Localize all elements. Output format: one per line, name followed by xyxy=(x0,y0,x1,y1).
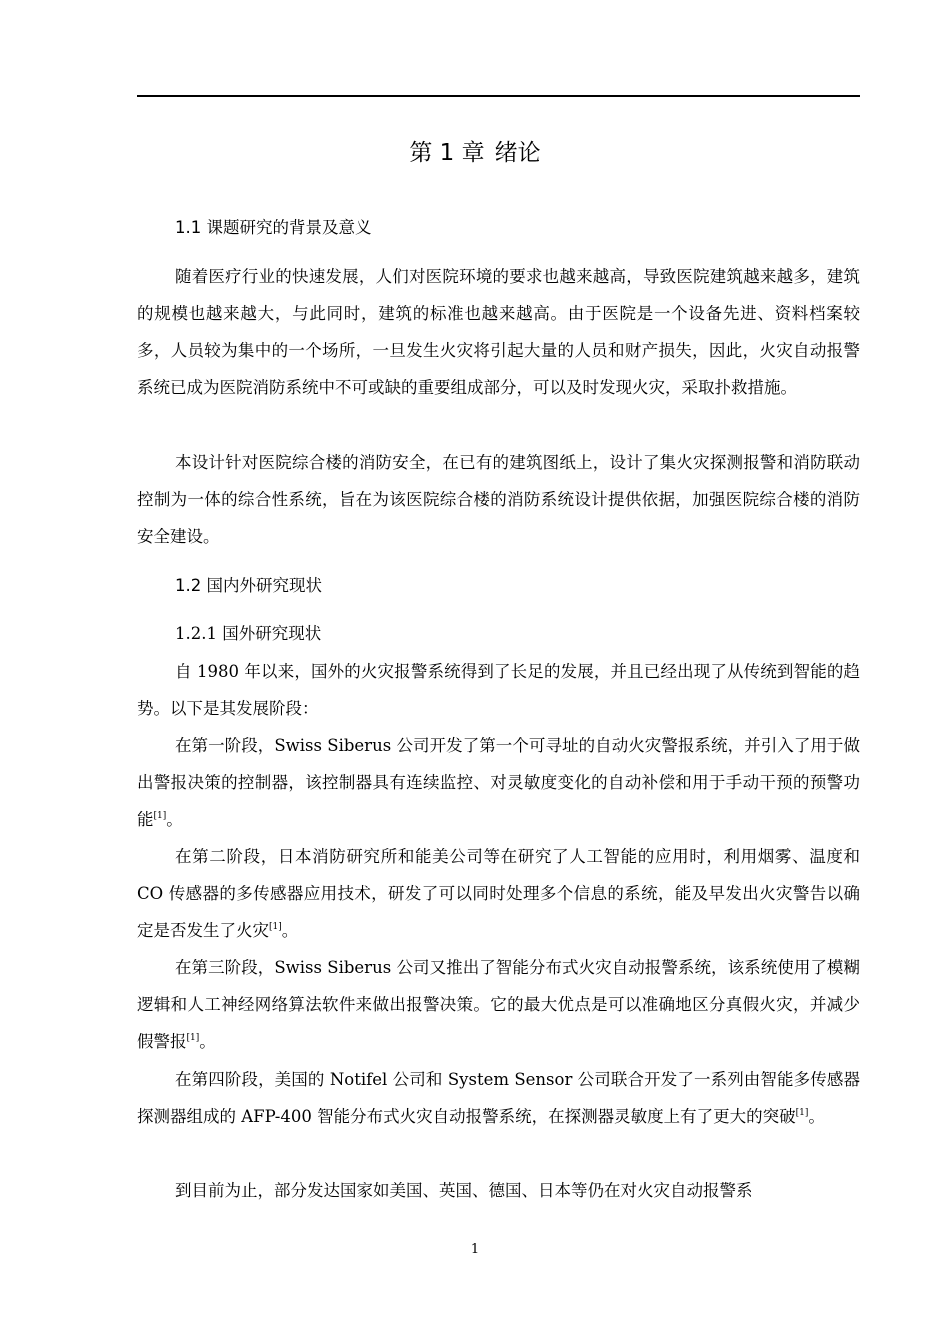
paragraph-text: 在第一阶段，Swiss Siberus 公司开发了第一个可寻址的自动火灾警报系统，并引入了用于做出警报决策的控制器，该控制器具有连续监控、对灵敏度变化的自动补偿和用于手动干预的预警功能 xyxy=(137,736,860,829)
paragraph-current-status: 到目前为止，部分发达国家如美国、英国、德国、日本等仍在对火灾自动报警系 xyxy=(175,1181,753,1200)
period: 。 xyxy=(199,1032,216,1051)
paragraph-text: 在第四阶段，美国的 Notifel 公司和 System Sensor 公司联合开发了一系列由智能多传感器探测器组成的 AFP-400 智能分布式火灾自动报警系统，在探测器灵敏度上有了更大的突破 xyxy=(137,1070,860,1126)
paragraph-background: 随着医疗行业的快速发展，人们对医院环境的要求也越来越高，导致医院建筑越来越多，建筑的规模也越来越大，与此同时，建筑的标准也越来越高。由于医院是一个设备先进、资料档案较多，人员较为集中的一个场所，一旦发生火灾将引起大量的人员和财产损失，因此，火灾自动报警系统已成为医院消防系统中不可或缺的重要组成部分，可以及时发现火灾，采取扑救措施。 xyxy=(137,267,860,397)
header-rule xyxy=(137,95,860,97)
citation: [1] xyxy=(795,1108,809,1118)
chapter-title xyxy=(0,138,950,168)
paragraph-stage-two xyxy=(137,838,860,949)
section-heading-1-1: 1.1 课题研究的背景及意义 xyxy=(175,218,372,237)
chapter-name: 绪论 xyxy=(494,140,541,166)
paragraph-text: 在第三阶段，Swiss Siberus 公司又推出了智能分布式火灾自动报警系统，该系统使用了模糊逻辑和人工神经网络算法软件来做出报警决策。它的最大优点是可以准确地区分真假火灾，并减少假警报 xyxy=(137,958,860,1051)
paragraph-text: 在第二阶段，日本消防研究所和能美公司等在研究了人工智能的应用时，利用烟雾、温度和 CO 传感器的多传感器应用技术，研发了可以同时处理多个信息的系统，能及早发出火灾警告以确定是否发生了火灾 xyxy=(137,847,860,940)
paragraph-stage-three xyxy=(137,949,860,1060)
chapter-number: 第 1 章 xyxy=(409,140,485,166)
period: 。 xyxy=(166,810,183,829)
citation: [1] xyxy=(153,811,167,821)
period: 。 xyxy=(281,921,299,940)
paragraph-stage-one xyxy=(137,727,860,838)
section-heading-1-2: 1.2 国内外研究现状 xyxy=(175,576,322,595)
citation: [1] xyxy=(186,1033,200,1043)
paragraph-stage-four xyxy=(137,1061,860,1135)
section-heading-1-2-1: 1.2.1 国外研究现状 xyxy=(175,624,322,643)
paragraph-since-1980: 自 1980 年以来，国外的火灾报警系统得到了长足的发展，并且已经出现了从传统到智能的趋势。以下是其发展阶段： xyxy=(137,662,860,718)
page-number: 1 xyxy=(470,1242,480,1257)
citation: [1] xyxy=(269,922,282,932)
paragraph-design-purpose: 本设计针对医院综合楼的消防安全，在已有的建筑图纸上，设计了集火灾探测报警和消防联动控制为一体的综合性系统，旨在为该医院综合楼的消防系统设计提供依据，加强医院综合楼的消防安全建设。 xyxy=(137,453,860,546)
period: 。 xyxy=(808,1107,825,1126)
